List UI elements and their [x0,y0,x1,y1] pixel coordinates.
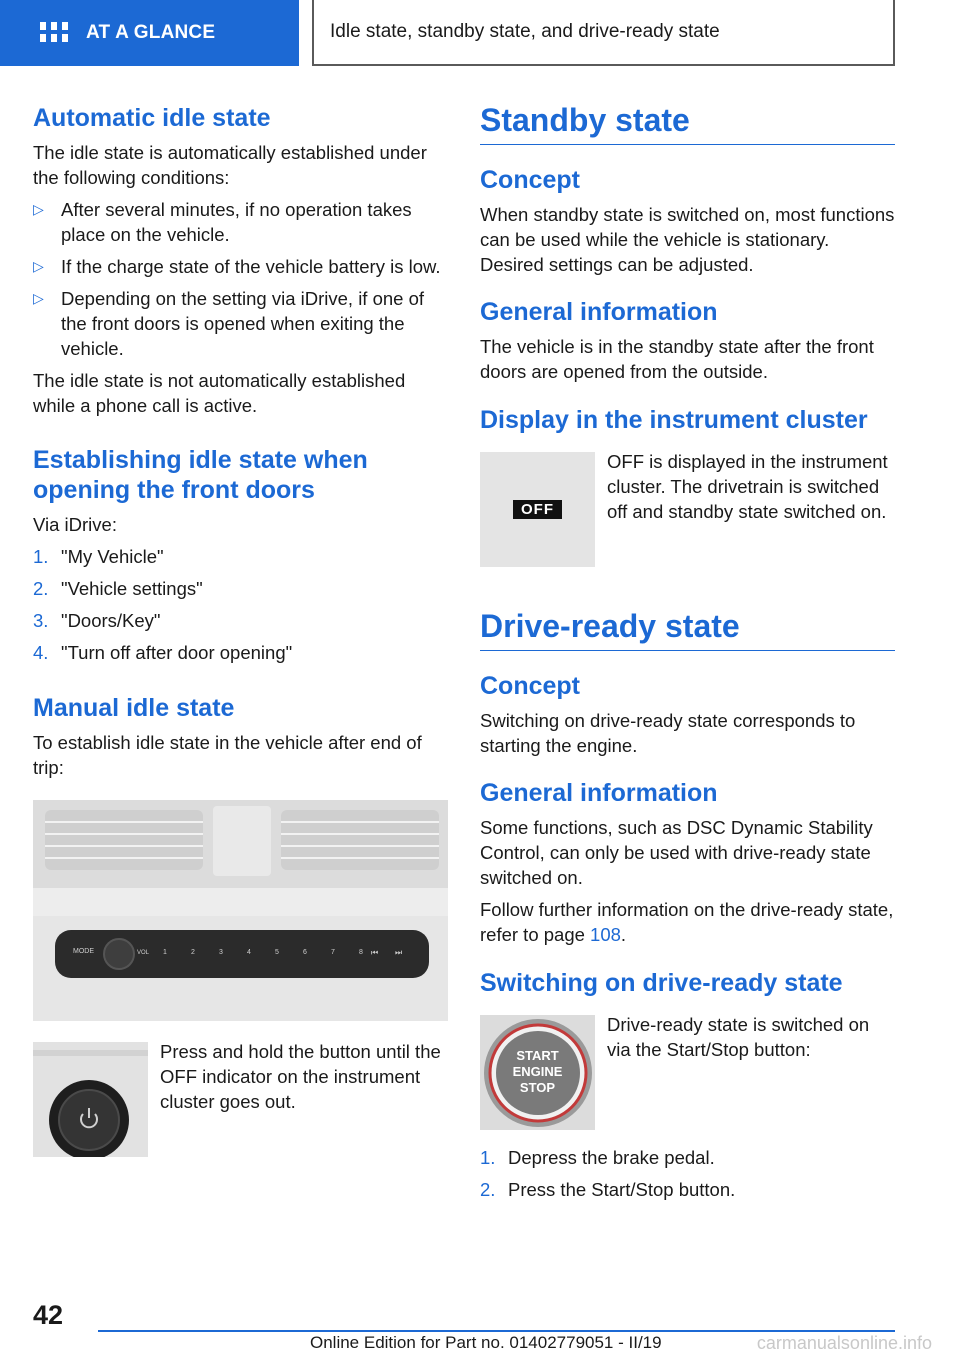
section-label: AT A GLANCE [86,22,216,43]
start-stop-row [480,1015,895,1130]
list-item: ▷ Depending on the setting via iDrive, if one of the front doors is opened when exiting the vehicle. [33,288,425,359]
start-stop-button-image [480,1015,595,1130]
mode-label: MODE [73,948,94,955]
preset-button[interactable]: 1 [163,949,167,956]
left-column [33,100,448,1157]
preset-button[interactable]: 6 [303,949,307,956]
skip-back-icon: ⏮ [371,948,379,957]
preset-button[interactable]: 5 [275,949,279,956]
establish-intro: Via iDrive: [33,514,117,535]
heading-drive-general: General information [480,779,718,807]
heading-establishing-idle: Establishing idle state when opening the front doors [33,446,368,504]
off-indicator: OFF [513,500,562,519]
heading-drive-ready: Drive-ready state [480,606,895,651]
establish-steps [33,544,448,665]
manual-intro: To establish idle state in the vehicle after end of trip: [33,732,422,778]
heading-manual-idle: Manual idle state [33,694,235,722]
list-item: ▷ After several minutes, if no operation takes place on the vehicle. [33,199,412,245]
preset-button[interactable]: 4 [247,949,251,956]
page-number: 42 [33,1300,64,1330]
preset-button[interactable]: 8 [359,949,363,956]
standby-concept-text: When standby state is switched on, most functions can be used while the vehicle is stationary. Desired settings can be adjusted. [480,204,895,275]
heading-standby-concept: Concept [480,166,580,194]
auto-idle-conditions [33,197,448,361]
heading-standby-general: General information [480,298,718,326]
power-button-row [33,1042,448,1157]
triangle-bullet-icon: ▷ [33,258,44,274]
edition-text: Online Edition for Part no. 01402779051 - II/19 [310,1333,662,1352]
triangle-bullet-icon: ▷ [33,290,44,306]
start-stop-text: Drive-ready state is switched on via the Start/Stop button: [607,1014,870,1060]
off-indicator-image [480,452,595,567]
skip-forward-icon: ⏭ [395,948,403,957]
watermark: carmanualsonline.info [756,1333,932,1353]
page-link[interactable]: 108 [590,924,621,945]
preset-button[interactable]: 7 [331,949,335,956]
heading-drive-concept: Concept [480,672,580,700]
list-item: 3. "Doors/Key" [33,610,161,631]
heading-automatic-idle: Automatic idle state [33,104,271,132]
power-button-text: Press and hold the button until the OFF indicator on the instrument cluster goes out. [160,1041,441,1112]
preset-button[interactable]: 2 [191,949,195,956]
list-item: 1. Depress the brake pedal. [480,1147,715,1168]
vol-label: VOL [137,950,150,956]
grid-menu-icon [40,22,68,44]
power-knob-image [33,1042,148,1157]
off-display-row [480,452,895,567]
drive-general-text: Some functions, such as DSC Dynamic Stability Control, can only be used with drive-ready state switched on. [480,817,873,888]
list-item: 1. "My Vehicle" [33,546,164,567]
triangle-bullet-icon: ▷ [33,201,44,217]
list-item: 2. Press the Start/Stop button. [480,1179,736,1200]
drive-follow-text: Follow further information on the drive-ready state, refer to page 108. [480,899,894,945]
list-item: ▷ If the charge state of the vehicle battery is low. [33,256,441,277]
drive-concept-text: Switching on drive-ready state corresponds to starting the engine. [480,710,856,756]
auto-idle-intro: The idle state is automatically established under the following conditions: [33,142,427,188]
section-tab[interactable] [0,0,299,66]
off-display-text: OFF is displayed in the instrument cluster. The drivetrain is switched off and standby state switched on. [607,451,888,522]
list-item: 2. "Vehicle settings" [33,578,203,599]
right-column [480,100,895,1202]
page-title: Idle state, standby state, and drive-ready state [312,0,895,66]
preset-button[interactable]: 3 [219,949,223,956]
drive-ready-steps [480,1145,895,1202]
dashboard-panel-image [33,800,448,1021]
heading-switching-on: Switching on drive-ready state [480,969,843,997]
footer-divider [98,1330,895,1332]
standby-general-text: The vehicle is in the standby state after the front doors are opened from the outside. [480,336,874,382]
list-item: 4. "Turn off after door opening" [33,642,293,663]
start-stop-label: START ENGINE STOP [512,1048,563,1095]
preset-buttons [163,949,363,956]
heading-display-cluster: Display in the instrument cluster [480,406,868,434]
heading-standby-state: Standby state [480,100,895,145]
auto-idle-note: The idle state is not automatically established while a phone call is active. [33,370,406,416]
